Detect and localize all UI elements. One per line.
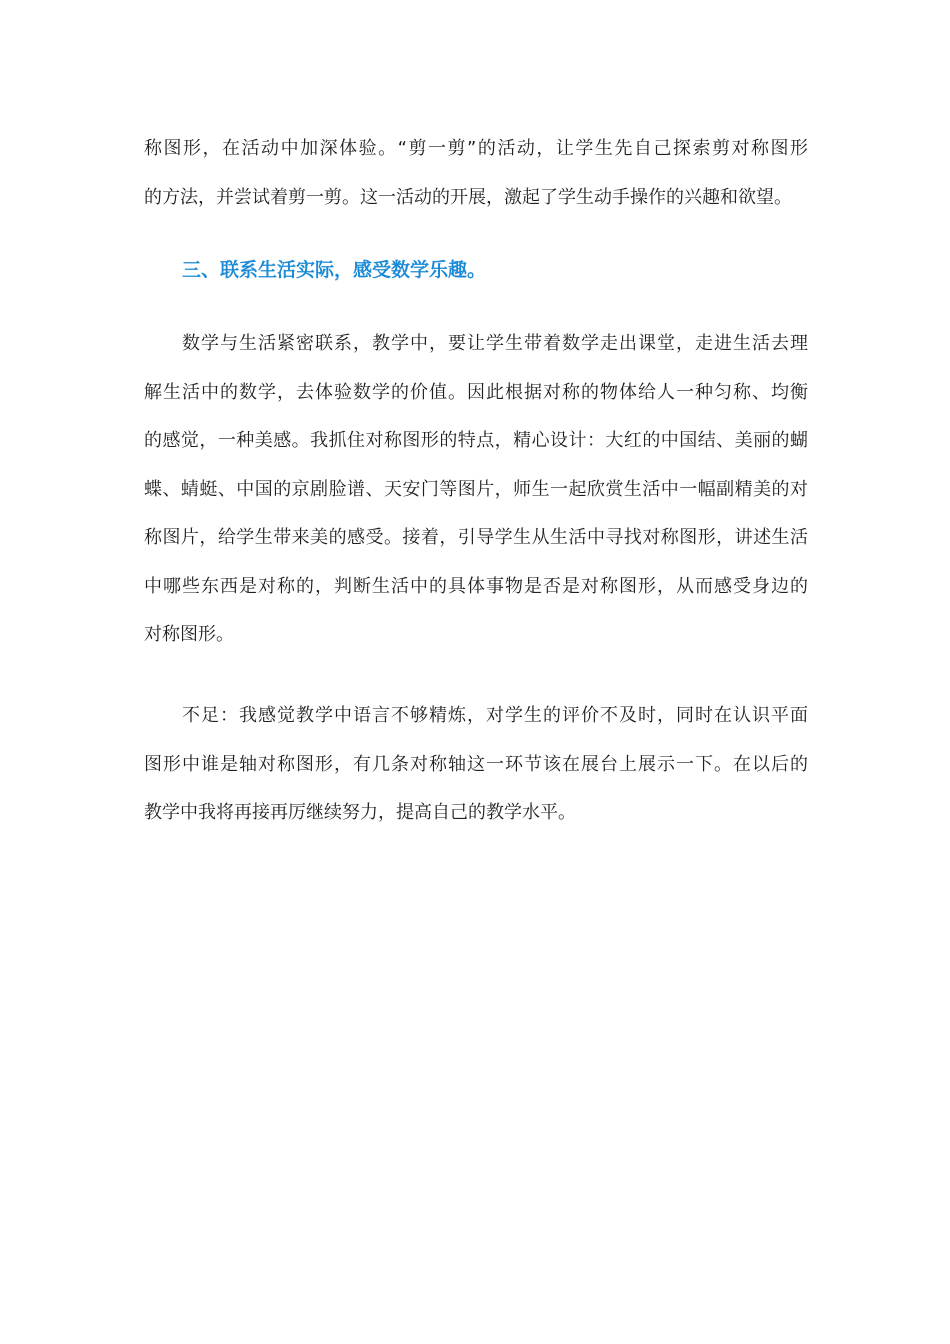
paragraph-line: 数学与生活紧密联系，教学中，要让学生带着数学走出课堂，走进生活去理 xyxy=(182,333,808,354)
paragraph-continuation xyxy=(144,125,808,222)
paragraph-line: 解生活中的数学，去体验数学的价值。因此根据对称的物体给人一种匀称、均衡 xyxy=(144,381,808,403)
paragraph-line: 图形中谁是轴对称图形，有几条对称轴这一环节该在展台上展示一下。在以后的 xyxy=(144,753,808,775)
paragraph-shortcomings xyxy=(144,692,808,838)
section-heading: 三、联系生活实际，感受数学乐趣。 xyxy=(182,259,487,281)
paragraph-line: 蝶、蜻蜓、中国的京剧脸谱、天安门等图片，师生一起欣赏生活中一幅副精美的对 xyxy=(144,478,808,500)
paragraph-line: 称图形，在活动中加深体验。“剪一剪”的活动，让学生先自己探索剪对称图形 xyxy=(144,138,808,159)
paragraph-life-math xyxy=(144,320,808,660)
paragraph-line: 教学中我将再接再厉继续努力，提高自己的教学水平。 xyxy=(144,802,576,823)
paragraph-line: 对称图形。 xyxy=(144,624,234,645)
paragraph-line: 称图片，给学生带来美的感受。接着，引导学生从生活中寻找对称图形，讲述生活 xyxy=(144,527,808,548)
paragraph-line: 不足：我感觉教学中语言不够精炼，对学生的评价不及时，同时在认识平面 xyxy=(182,705,808,726)
paragraph-line: 中哪些东西是对称的，判断生活中的具体事物是否是对称图形，从而感受身边的 xyxy=(144,575,808,597)
paragraph-line: 的方法，并尝试着剪一剪。这一活动的开展，激起了学生动手操作的兴趣和欲望。 xyxy=(144,186,792,208)
paragraph-line: 的感觉，一种美感。我抓住对称图形的特点，精心设计：大红的中国结、美丽的蝴 xyxy=(144,430,808,451)
